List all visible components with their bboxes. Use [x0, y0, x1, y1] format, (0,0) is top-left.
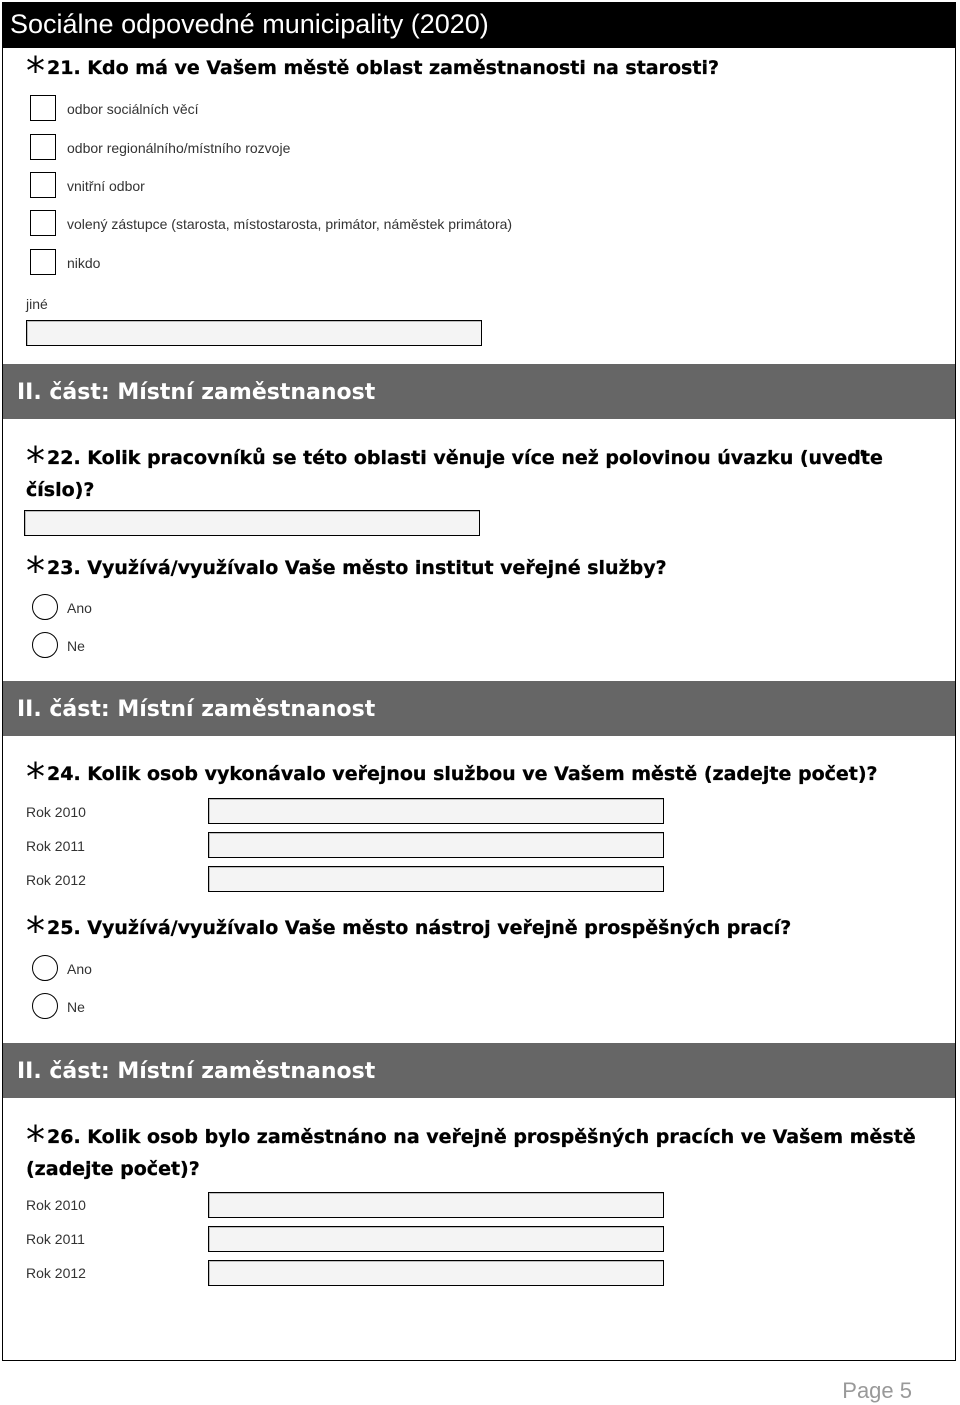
- year-2010-field[interactable]: [208, 1192, 664, 1218]
- option-label: Ano: [67, 600, 92, 616]
- required-marker: *: [26, 909, 45, 953]
- option-label: Ne: [67, 999, 85, 1015]
- other-text-field[interactable]: [26, 320, 482, 346]
- option-label: Ano: [67, 961, 92, 977]
- radio-no[interactable]: [32, 993, 58, 1019]
- checkbox-social-affairs[interactable]: [30, 95, 56, 121]
- required-marker: *: [26, 49, 45, 93]
- radio-yes[interactable]: [32, 594, 58, 620]
- question-24-text: 24. Kolik osob vykonávalo veřejnou službou ve Vašem městě (zadejte počet)?: [47, 763, 878, 785]
- year-label: Rok 2011: [26, 1231, 85, 1247]
- question-22: [26, 439, 926, 506]
- question-21: [26, 49, 926, 93]
- checkbox-nobody[interactable]: [30, 249, 56, 275]
- section-header: II. část: Místní zaměstnanost: [3, 364, 955, 419]
- option-label: volený zástupce (starosta, místostarosta, primátor, náměstek primátora): [67, 216, 513, 232]
- required-marker: *: [26, 439, 45, 483]
- year-2012-field[interactable]: [208, 1260, 664, 1286]
- year-label: Rok 2010: [26, 804, 86, 820]
- question-23-text: 23. Využívá/využívalo Vaše město institut veřejné služby?: [47, 557, 667, 579]
- year-label: Rok 2012: [26, 1265, 86, 1281]
- option-label: nikdo: [67, 255, 101, 271]
- question-23: [26, 549, 926, 593]
- staff-count-field[interactable]: [24, 510, 480, 536]
- required-marker: *: [26, 549, 45, 593]
- option-label: vnitřní odbor: [67, 178, 145, 194]
- required-marker: *: [26, 755, 45, 799]
- year-label: Rok 2012: [26, 872, 86, 888]
- year-label: Rok 2011: [26, 838, 85, 854]
- year-label: Rok 2010: [26, 1197, 86, 1213]
- checkbox-elected-representative[interactable]: [30, 210, 56, 236]
- radio-yes[interactable]: [32, 955, 58, 981]
- option-label: Ne: [67, 638, 85, 654]
- option-label: odbor regionálního/místního rozvoje: [67, 140, 291, 156]
- survey-title: Sociálne odpovedné municipality (2020): [2, 2, 956, 48]
- section-header: II. část: Místní zaměstnanost: [3, 681, 955, 736]
- year-2012-field[interactable]: [208, 866, 664, 892]
- question-21-text: 21. Kdo má ve Vašem městě oblast zaměstnanosti na starosti?: [47, 57, 719, 79]
- option-label: odbor sociálních věcí: [67, 101, 199, 117]
- year-2011-field[interactable]: [208, 1226, 664, 1252]
- question-25: [26, 909, 926, 953]
- question-24: [26, 755, 926, 799]
- checkbox-internal-department[interactable]: [30, 172, 56, 198]
- year-2011-field[interactable]: [208, 832, 664, 858]
- checkbox-regional-development[interactable]: [30, 134, 56, 160]
- page-number: Page 5: [842, 1378, 912, 1403]
- question-26: [26, 1118, 926, 1185]
- year-2010-field[interactable]: [208, 798, 664, 824]
- question-22-text: 22. Kolik pracovníků se této oblasti věnuje více než polovinou úvazku (uveďte číslo)?: [26, 447, 883, 501]
- required-marker: *: [26, 1118, 45, 1162]
- other-label: jiné: [26, 296, 48, 312]
- radio-no[interactable]: [32, 632, 58, 658]
- section-header: II. část: Místní zaměstnanost: [3, 1043, 955, 1098]
- question-25-text: 25. Využívá/využívalo Vaše město nástroj veřejně prospěšných prací?: [47, 917, 792, 939]
- question-26-text: 26. Kolik osob bylo zaměstnáno na veřejně prospěšných pracích ve Vašem městě (zadejte počet)?: [26, 1126, 916, 1180]
